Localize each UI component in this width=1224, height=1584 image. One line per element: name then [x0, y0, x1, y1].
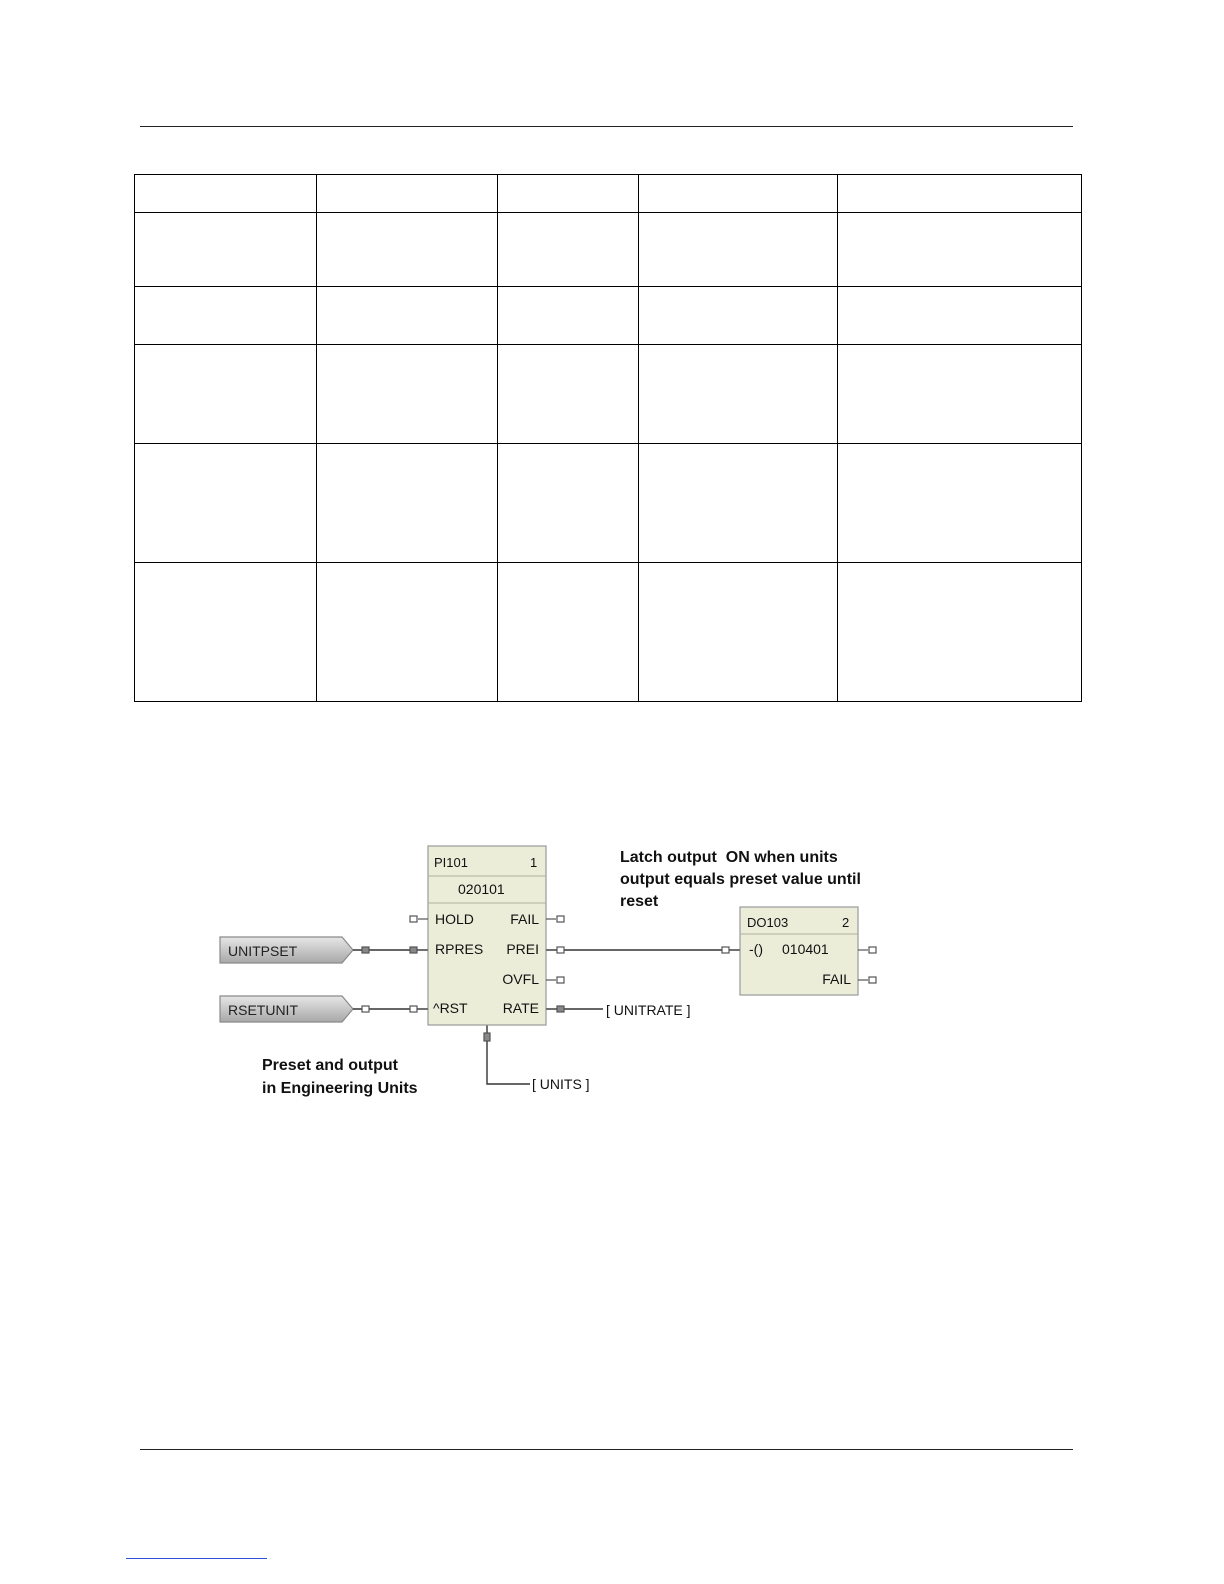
- table-cell: [838, 345, 1082, 444]
- table-cell: [135, 287, 317, 345]
- table-cell: [317, 213, 498, 287]
- table-cell: [639, 345, 838, 444]
- table-cell: [135, 444, 317, 563]
- pi101-in-rst: ^RST: [433, 1000, 468, 1016]
- note-latch-line3: reset: [620, 893, 659, 910]
- table-row: [135, 444, 1082, 563]
- pin-do-out: [869, 947, 876, 953]
- table-cell: [135, 175, 317, 213]
- parameter-table: [134, 174, 1082, 702]
- table-cell: [838, 213, 1082, 287]
- header-rule: [140, 126, 1073, 127]
- pin-ovfl: [557, 977, 564, 983]
- pin-units: [484, 1033, 490, 1041]
- pi101-in-rpres: RPRES: [435, 941, 484, 957]
- table-cell: [317, 563, 498, 702]
- pin-hold: [410, 916, 417, 922]
- table-cell: [498, 175, 639, 213]
- note-preset: [262, 1057, 418, 1097]
- pi101-out-prei: PREI: [506, 941, 539, 957]
- label-unitrate: [ UNITRATE ]: [606, 1002, 691, 1018]
- footer-link-underline[interactable]: [126, 1558, 267, 1559]
- pi101-out-ovfl: OVFL: [502, 971, 539, 987]
- label-units: [ UNITS ]: [532, 1076, 590, 1092]
- pin-unitpset-out: [362, 947, 369, 953]
- table-cell: [639, 563, 838, 702]
- table-cell: [317, 175, 498, 213]
- tag-rsetunit-label: RSETUNIT: [228, 1002, 298, 1018]
- pin-do-fail: [869, 977, 876, 983]
- table-cell: [498, 287, 639, 345]
- table-cell: [639, 444, 838, 563]
- pin-fail: [557, 916, 564, 922]
- pin-prei: [557, 947, 564, 953]
- table-header-row: [135, 175, 1082, 213]
- table-cell: [838, 444, 1082, 563]
- tag-unitpset-label: UNITPSET: [228, 943, 298, 959]
- pi101-name: PI101: [434, 855, 468, 870]
- pi101-address: 020101: [458, 881, 505, 897]
- do103-coil: -(): [749, 941, 763, 957]
- table-cell: [317, 287, 498, 345]
- table-cell: [317, 444, 498, 563]
- note-preset-line1: Preset and output: [262, 1057, 399, 1074]
- table-cell: [838, 563, 1082, 702]
- table-cell: [498, 213, 639, 287]
- do103-number: 2: [842, 915, 850, 930]
- table-row: [135, 345, 1082, 444]
- pin-rate: [557, 1006, 564, 1012]
- table-cell: [639, 213, 838, 287]
- table-cell: [498, 563, 639, 702]
- note-latch: [620, 849, 861, 910]
- note-latch-line1: Latch output ON when units: [620, 849, 838, 866]
- pi101-out-rate: RATE: [502, 1000, 539, 1016]
- pi101-in-hold: HOLD: [435, 911, 474, 927]
- pin-do-in: [722, 947, 729, 953]
- pi101-out-fail: FAIL: [510, 911, 539, 927]
- pin-rst: [410, 1006, 417, 1012]
- do103-out-fail: FAIL: [822, 971, 851, 987]
- note-latch-line2: output equals preset value until: [620, 871, 861, 888]
- table-cell: [317, 345, 498, 444]
- tag-rsetunit[interactable]: [220, 996, 353, 1022]
- tag-unitpset[interactable]: [220, 937, 353, 963]
- table-cell: [639, 175, 838, 213]
- note-preset-line2: in Engineering Units: [262, 1080, 418, 1097]
- table-cell: [135, 563, 317, 702]
- footer-rule: [140, 1449, 1073, 1450]
- table-row: [135, 563, 1082, 702]
- pi101-block[interactable]: [428, 846, 546, 1025]
- table-cell: [639, 287, 838, 345]
- table-cell: [498, 444, 639, 563]
- table-cell: [135, 345, 317, 444]
- table-cell: [135, 213, 317, 287]
- do103-name: DO103: [747, 915, 789, 930]
- pin-rsetunit-out: [362, 1006, 369, 1012]
- function-block-diagram: [215, 835, 895, 1110]
- pin-rpres: [410, 947, 417, 953]
- do103-block[interactable]: [740, 907, 858, 995]
- table-cell: [498, 345, 639, 444]
- do103-address: 010401: [782, 941, 829, 957]
- table-row: [135, 287, 1082, 345]
- pi101-number: 1: [530, 855, 538, 870]
- table-cell: [838, 287, 1082, 345]
- table-cell: [838, 175, 1082, 213]
- table-row: [135, 213, 1082, 287]
